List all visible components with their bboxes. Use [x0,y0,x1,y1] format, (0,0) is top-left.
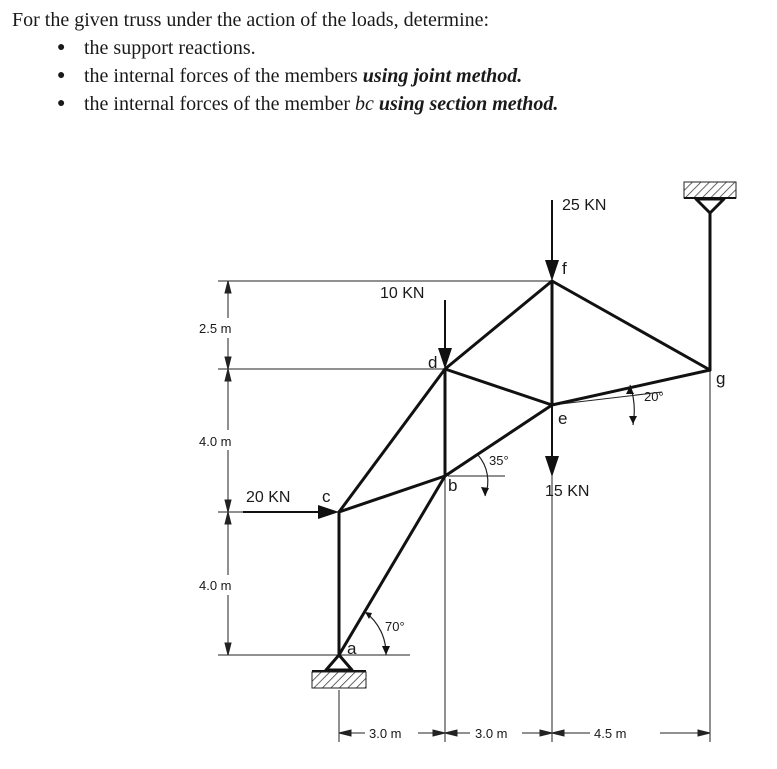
member-cb [339,476,445,512]
joint-label-d: d [428,353,438,372]
member-de [445,369,552,405]
angle-arrow-b [481,487,489,496]
load-label-c: 20 KN [246,489,291,506]
angle-arrow-a [382,646,390,655]
dim-label-span-be: 3.0 m [475,726,508,741]
task-emphasis: using section method. [373,93,559,115]
joint-label-e: e [558,409,568,428]
task-emphasis: using joint method. [362,65,523,87]
task-text: the internal forces of the members [84,65,363,87]
angle-arrow-g [629,416,637,424]
problem-intro: For the given truss under the action of the loads, determine: [12,9,490,31]
task-member-name: bc [355,93,374,115]
load-arrow-d [438,300,452,369]
pin-support-a [312,655,366,688]
task-text: the support reactions. [84,37,256,59]
joint-label-c: c [322,487,331,506]
joint-label-a: a [347,639,357,658]
member-df [445,281,552,369]
angle-arc-a [365,612,386,655]
joint-label-g: g [716,369,726,388]
joint-label-b: b [448,476,458,495]
member-fg [552,281,710,370]
joint-label-f: f [562,259,567,278]
load-arrow-c [243,505,339,519]
angle-label-a: 70° [385,619,405,634]
load-label-f: 25 KN [562,197,607,214]
dim-label-height-bottom: 4.0 m [199,578,232,593]
load-label-e: 15 KN [545,483,590,500]
dim-label-span-eg: 4.5 m [594,726,627,741]
pin-support-g [684,182,736,213]
angle-label-b: 35° [489,453,509,468]
dim-label-span-ab: 3.0 m [369,726,402,741]
vertical-dimension-lines [225,281,231,655]
dim-label-height-top: 2.5 m [199,321,232,336]
load-label-d: 10 KN [380,285,425,302]
dim-label-height-mid: 4.0 m [199,434,232,449]
load-arrow-f [545,200,559,281]
task-text: the internal forces of the member [84,93,355,115]
member-cd [339,369,445,512]
angle-label-g: 20° [644,389,664,404]
load-arrow-e [545,405,559,477]
